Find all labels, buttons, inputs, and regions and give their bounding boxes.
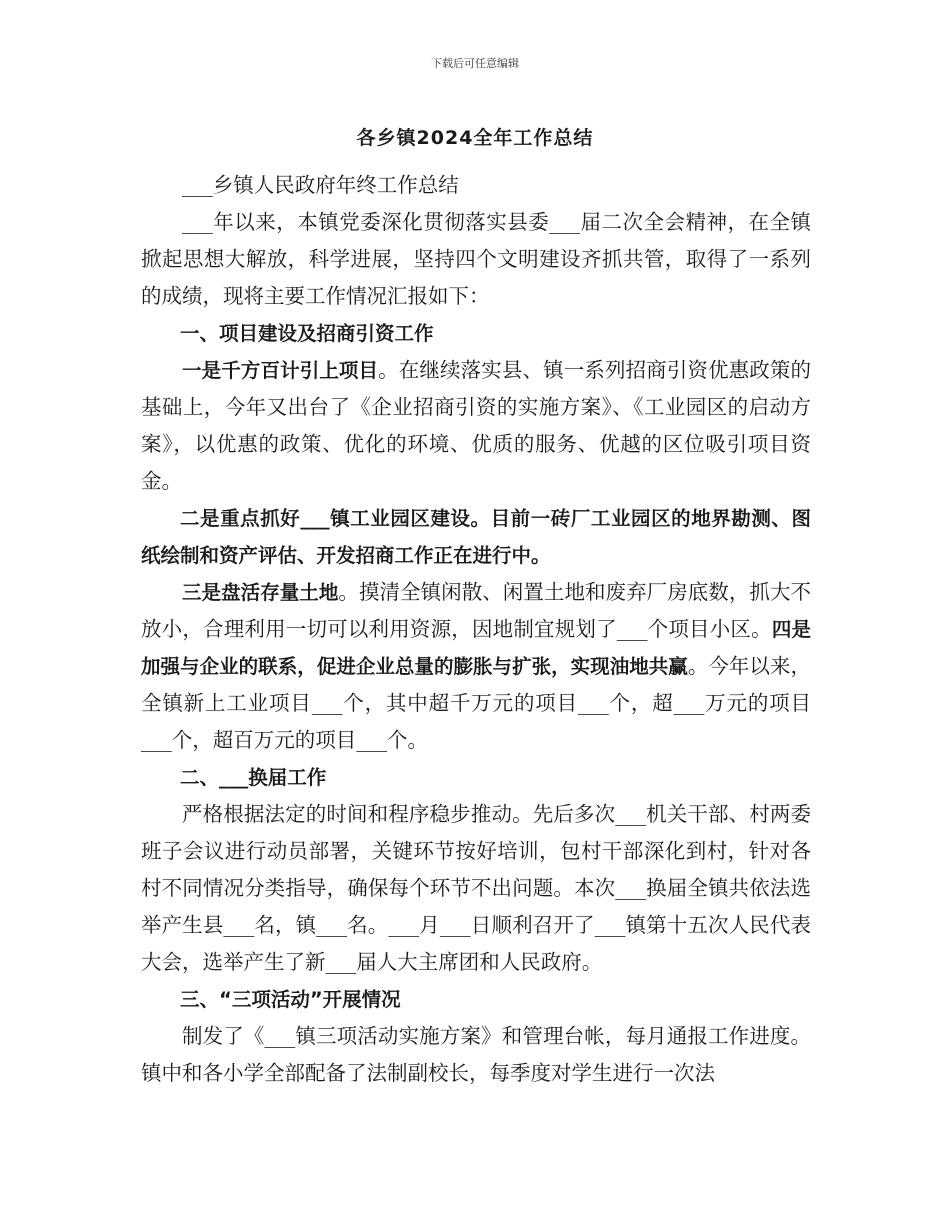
bold-lead-2: 四是加强与企业的联系，促进企业总量的膨胀与扩张，实现油地共赢 [141,618,811,678]
document-body [141,167,811,1092]
paragraph-project-3 [141,574,811,759]
bold-lead: 三是盘活存量土地 [182,581,339,604]
paragraph-project-2: 二是重点抓好___镇工业园区建设。目前一砖厂工业园区的地界勘测、图纸绘制和资产评估、开发招商工作正在进行中。 [141,507,811,567]
paragraph-intro: ___年以来，本镇党委深化贯彻落实县委___届二次全会精神，在全镇掀起思想大解放，科学进展，坚持四个文明建设齐抓共管，取得了一系列的成绩，现将主要工作情况汇报如下： [141,210,811,308]
paragraph-election: 严格根据法定的时间和程序稳步推动。先后多次___机关干部、村两委班子会议进行动员部署，关键环节按好培训，包村干部深化到村，针对各村不同情况分类指导，确保每个环节不出问题。本次___换届全镇共依法选举产生县___名，镇___名。___月___日顺利召开了___镇第十五次人民代表大会，选举产生了新___届人大主席团和人民政府。 [141,802,811,974]
page-header-note: 下载后可任意编辑 [431,57,519,70]
paragraph-subtitle: ___乡镇人民政府年终工作总结 [182,173,459,197]
section-heading-3: 三、“三项活动”开展情况 [180,988,401,1011]
document-title: 各乡镇2024全年工作总结 [356,127,594,149]
section-heading-1: 一、项目建设及招商引资工作 [180,322,434,345]
bold-lead: 一是千方百计引上项目 [182,359,379,382]
paragraph-text: 。摸清全镇闲散、闲置土地和废弃厂房底数，抓大不放小，合理利用一切可以利用资源，因地制宜规划了___个项目小区。 [141,580,811,641]
section-heading-2: 二、___换届工作 [180,766,327,789]
paragraph-project-1 [141,352,811,500]
paragraph-activities: 制发了《___镇三项活动实施方案》和管理台帐，每月通报工作进度。镇中和各小学全部配备了法制副校长，每季度对学生进行一次法 [141,1024,811,1085]
paragraph-text: 。在继续落实县、镇一系列招商引资优惠政策的基础上，今年又出台了《企业招商引资的实施方案》、《工业园区的启动方案》，以优惠的政策、优化的环境、优质的服务、优越的区位吸引项目资金。 [141,358,811,493]
paragraph-text-2: 。今年以来，全镇新上工业项目___个，其中超千万元的项目___个，超___万元的项目___个，超百万元的项目___个。 [141,654,811,752]
